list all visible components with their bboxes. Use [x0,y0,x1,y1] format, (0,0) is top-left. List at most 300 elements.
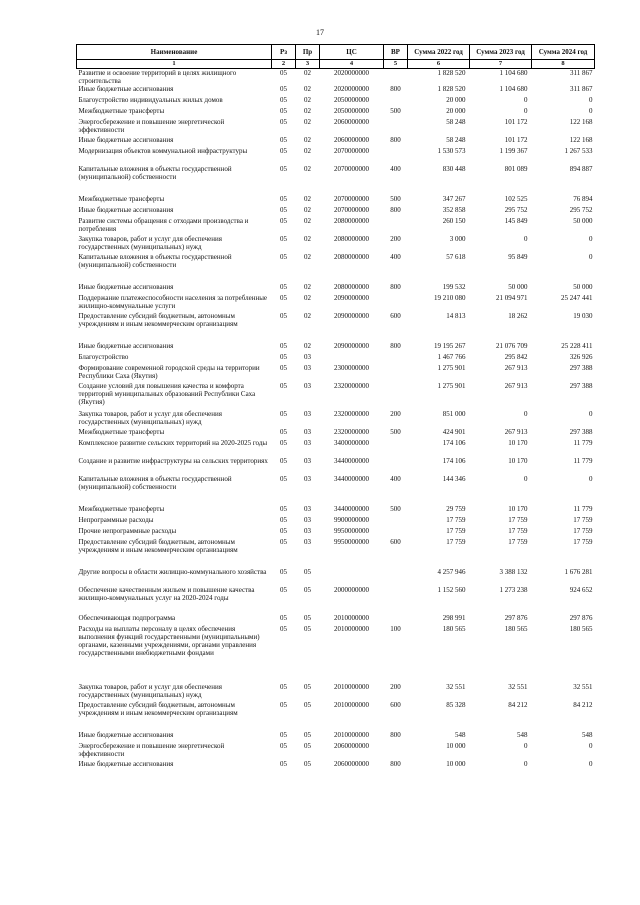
row-sum-2023: 1 199 367 [499,147,528,155]
row-pr: 02 [304,69,311,77]
row-rz: 05 [280,457,287,465]
row-rz: 05 [280,731,287,739]
row-pr: 02 [304,136,311,144]
row-sum-2024: 326 926 [569,353,593,361]
table-row [77,538,595,568]
table-row [77,206,595,217]
row-sum-2023: 1 104 680 [499,85,528,93]
row-name: Модернизация объектов коммунальной инфраструктуры [78,147,248,155]
row-sum-2024: 548 [582,731,593,739]
row-sum-2022: 830 448 [442,165,466,173]
table-row [77,760,595,771]
row-pr: 03 [304,428,311,436]
row-sum-2023: 267 913 [504,364,528,372]
row-sum-2024: 297 388 [569,428,593,436]
row-sum-2024: 0 [589,760,593,768]
row-sum-2022: 1 530 573 [437,147,466,155]
row-vr: 400 [390,165,401,173]
row-name: Иные бюджетные ассигнования [78,136,174,144]
row-rz: 05 [280,538,287,546]
row-sum-2022: 17 759 [446,527,466,535]
row-pr: 03 [304,353,311,361]
row-sum-2024: 180 565 [569,625,593,633]
row-vr [384,742,408,760]
row-sum-2024: 0 [589,107,593,115]
row-name: Иные бюджетные ассигнования [78,283,174,291]
row-rz: 05 [280,382,287,390]
row-cs: 2070000000 [334,165,369,173]
row-sum-2022: 19 210 080 [434,294,466,302]
row-vr: 800 [390,760,401,768]
row-pr: 03 [304,382,311,390]
table-row [77,107,595,118]
row-sum-2024: 311 867 [570,69,593,77]
row-sum-2023: 17 759 [508,538,528,546]
row-sum-2024: 17 759 [573,538,593,546]
row-sum-2023: 0 [524,107,528,115]
row-sum-2024: 297 876 [569,614,593,622]
row-name: Иные бюджетные ассигнования [78,731,174,739]
row-cs: 3440000000 [334,505,369,513]
row-sum-2024: 84 212 [573,701,593,709]
row-name: Межбюджетные трансферты [78,195,165,203]
row-sum-2022: 17 759 [446,516,466,524]
row-cs: 2070000000 [334,147,369,155]
row-vr: 600 [390,312,401,320]
row-rz: 05 [280,118,287,126]
table-row [77,731,595,742]
row-sum-2023: 1 273 238 [499,586,528,594]
col-index-8: 8 [532,60,595,69]
row-sum-2022: 548 [455,731,466,739]
row-name: Расходы на выплаты персоналу в целях обеспечения выполнения функций государственными (муниципальными) органами, казенными учреждениями, органами управления государственными внебюджетными фондами [78,625,260,657]
row-pr: 03 [304,439,311,447]
row-sum-2022: 32 551 [446,683,466,691]
row-rz: 05 [280,165,287,173]
table-row [77,527,595,538]
table-row [77,614,595,625]
row-rz: 05 [280,353,287,361]
row-vr [384,382,408,410]
row-pr: 02 [304,165,311,173]
row-pr: 02 [304,253,311,261]
row-vr [384,527,408,538]
table-row [77,217,595,235]
row-name: Иные бюджетные ассигнования [78,760,174,768]
table-body [77,69,595,772]
table-row [77,235,595,253]
row-sum-2023: 3 388 132 [499,568,528,576]
row-name: Благоустройство индивидуальных жилых домов [78,96,223,104]
row-vr [384,364,408,382]
row-vr: 800 [390,342,401,350]
row-name: Создание условий для повышения качества и комфорта территорий муниципальных образований Республики Саха (Якутия) [78,382,256,406]
row-sum-2022: 1 275 901 [437,382,466,390]
row-sum-2023: 1 104 680 [499,69,528,77]
row-sum-2024: 19 030 [573,312,593,320]
row-name: Капитальные вложения в объекты государственной (муниципальной) собственности [78,253,232,269]
row-sum-2023: 10 170 [508,505,528,513]
row-name: Энергосбережение и повышение энергетической эффективности [78,742,225,758]
row-vr [384,353,408,364]
row-sum-2024: 11 779 [573,505,593,513]
row-sum-2024: 297 388 [569,364,593,372]
row-cs: 2010000000 [334,625,369,633]
row-cs: 2090000000 [334,294,369,302]
row-sum-2022: 174 106 [442,457,466,465]
table-row [77,382,595,410]
row-sum-2022: 1 828 520 [437,85,466,93]
table-row [77,118,595,136]
col-index-1: 1 [77,60,272,69]
row-rz: 05 [280,253,287,261]
header-name: Наименование [77,45,272,60]
row-cs: 2050000000 [334,107,369,115]
table-row [77,742,595,760]
row-rz: 05 [280,527,287,535]
row-sum-2022: 199 532 [442,283,466,291]
row-sum-2024: 25 228 411 [561,342,593,350]
row-name: Развитие системы обращения с отходами производства и потребления [78,217,249,233]
row-cs: 2080000000 [334,253,369,261]
row-sum-2022: 1 467 766 [437,353,466,361]
row-cs: 2300000000 [334,364,369,372]
row-vr: 400 [390,253,401,261]
row-name: Другие вопросы в области жилищно-коммунального хозяйства [78,568,267,576]
row-vr [384,96,408,107]
row-sum-2022: 1 152 560 [437,586,466,594]
row-vr: 800 [390,731,401,739]
row-sum-2022: 58 248 [446,136,466,144]
table-row [77,505,595,516]
row-name: Межбюджетные трансферты [78,428,165,436]
row-rz: 05 [280,683,287,691]
row-cs: 2070000000 [334,206,369,214]
row-name: Закупка товаров, работ и услуг для обеспечения государственных (муниципальных) нужд [78,683,222,699]
row-cs: 2060000000 [334,136,369,144]
row-sum-2024: 50 000 [573,217,593,225]
row-sum-2024: 1 676 281 [564,568,593,576]
row-name: Закупка товаров, работ и услуг для обеспечения государственных (муниципальных) нужд [78,235,222,251]
row-cs [320,353,384,364]
table-row [77,516,595,527]
row-vr: 800 [390,283,401,291]
header-sum-2024: Сумма 2024 год [532,45,595,60]
table-row [77,353,595,364]
row-cs: 9950000000 [334,527,369,535]
row-rz: 05 [280,195,287,203]
row-cs [320,568,384,586]
row-sum-2023: 0 [524,742,528,750]
table-row [77,165,595,195]
row-sum-2024: 122 168 [569,118,593,126]
row-vr: 500 [390,195,401,203]
row-sum-2022: 144 346 [442,475,466,483]
table-row [77,439,595,457]
table-row [77,294,595,312]
row-rz: 05 [280,69,287,77]
row-name: Иные бюджетные ассигнования [78,342,174,350]
row-rz: 05 [280,217,287,225]
row-cs: 3440000000 [334,457,369,465]
row-sum-2023: 10 170 [508,457,528,465]
col-index-7: 7 [470,60,532,69]
table-row [77,85,595,96]
table-row [77,568,595,586]
table-row [77,342,595,353]
row-pr: 02 [304,312,311,320]
table-row [77,364,595,382]
row-sum-2023: 297 876 [504,614,528,622]
row-sum-2022: 424 901 [442,428,466,436]
row-rz: 05 [280,760,287,768]
row-sum-2022: 352 858 [442,206,466,214]
row-sum-2023: 0 [524,96,528,104]
row-vr [384,118,408,136]
row-pr: 03 [304,505,311,513]
row-cs: 2010000000 [334,731,369,739]
row-rz: 05 [280,516,287,524]
table-row [77,586,595,614]
row-sum-2023: 102 525 [504,195,528,203]
row-pr: 05 [304,701,311,709]
row-sum-2022: 10 000 [446,760,466,768]
row-pr: 05 [304,760,311,768]
row-sum-2024: 924 652 [569,586,593,594]
row-pr: 05 [304,586,311,594]
row-pr: 02 [304,342,311,350]
table-row [77,410,595,428]
row-cs: 2010000000 [334,614,369,622]
row-vr: 200 [390,235,401,243]
row-sum-2022: 10 000 [446,742,466,750]
table-row [77,69,595,86]
row-pr: 05 [304,625,311,633]
header-vr: ВР [384,45,408,60]
row-sum-2022: 851 000 [442,410,466,418]
header-sum-2022: Сумма 2022 год [408,45,470,60]
row-pr: 05 [304,568,311,576]
table-row [77,96,595,107]
page-number: 17 [316,28,324,37]
row-sum-2022: 174 106 [442,439,466,447]
row-sum-2023: 18 262 [508,312,528,320]
row-rz: 05 [280,206,287,214]
row-sum-2024: 0 [589,96,593,104]
row-pr: 05 [304,683,311,691]
col-index-4: 4 [320,60,384,69]
row-pr: 02 [304,235,311,243]
row-name: Развитие и освоение территорий в целях жилищного строительства [78,69,237,85]
row-sum-2023: 267 913 [504,428,528,436]
col-index-5: 5 [384,60,408,69]
row-sum-2023: 17 759 [508,527,528,535]
row-sum-2023: 295 842 [504,353,528,361]
row-sum-2024: 0 [589,235,593,243]
row-sum-2024: 50 000 [573,283,593,291]
row-sum-2023: 32 551 [508,683,528,691]
row-rz: 05 [280,294,287,302]
row-sum-2022: 180 565 [442,625,466,633]
row-pr: 03 [304,410,311,418]
table-header [77,45,595,69]
row-cs: 2010000000 [334,683,369,691]
row-sum-2024: 11 779 [573,457,593,465]
row-name: Закупка товаров, работ и услуг для обеспечения государственных (муниципальных) нужд [78,410,222,426]
row-vr: 600 [390,538,401,546]
table-row [77,457,595,475]
row-cs: 2080000000 [334,217,369,225]
row-name: Благоустройство [78,353,129,361]
table-row [77,253,595,283]
row-sum-2023: 95 849 [508,253,528,261]
header-pr: Пр [296,45,320,60]
row-cs: 2060000000 [334,118,369,126]
row-name: Формирование современной городской среды на территории Республики Саха (Якутия) [78,364,260,380]
row-pr: 02 [304,85,311,93]
row-rz: 05 [280,439,287,447]
row-sum-2023: 295 752 [504,206,528,214]
row-vr [384,147,408,165]
row-cs: 2020000000 [334,69,369,77]
row-vr: 800 [390,206,401,214]
row-sum-2022: 19 195 267 [434,342,466,350]
row-name: Комплексное развитие сельских территорий на 2020-2025 годы [78,439,268,447]
row-sum-2023: 267 913 [504,382,528,390]
row-sum-2023: 0 [524,475,528,483]
row-rz: 05 [280,410,287,418]
table-row [77,283,595,294]
row-sum-2022: 260 150 [442,217,466,225]
row-pr: 02 [304,294,311,302]
row-name: Капитальные вложения в объекты государственной (муниципальной) собственности [78,165,232,181]
row-pr: 05 [304,614,311,622]
row-vr [384,586,408,614]
row-sum-2024: 297 388 [569,382,593,390]
row-sum-2023: 21 076 709 [496,342,528,350]
row-name: Предоставление субсидий бюджетным, автономным учреждениям и иным некоммерческим организациям [78,538,238,554]
row-sum-2022: 14 813 [446,312,466,320]
row-sum-2024: 0 [589,475,593,483]
row-pr: 02 [304,206,311,214]
table-row [77,683,595,701]
row-name: Предоставление субсидий бюджетным, автономным учреждениям и иным некоммерческим организациям [78,312,238,328]
row-rz: 05 [280,742,287,750]
row-name: Предоставление субсидий бюджетным, автономным учреждениям и иным некоммерческим организациям [78,701,238,717]
row-rz: 05 [280,235,287,243]
row-sum-2022: 17 759 [446,538,466,546]
row-name: Прочие непрограммные расходы [78,527,177,535]
row-sum-2023: 21 094 971 [496,294,528,302]
row-vr [384,294,408,312]
row-pr: 03 [304,457,311,465]
row-pr: 02 [304,283,311,291]
row-pr: 03 [304,516,311,524]
row-sum-2022: 57 618 [446,253,466,261]
col-index-2: 2 [272,60,296,69]
row-vr [384,516,408,527]
row-sum-2024: 17 759 [573,527,593,535]
row-sum-2023: 0 [524,235,528,243]
row-sum-2024: 311 867 [570,85,593,93]
col-index-3: 3 [296,60,320,69]
row-sum-2024: 11 779 [573,439,593,447]
row-sum-2022: 29 759 [446,505,466,513]
row-sum-2022: 20 000 [446,96,466,104]
row-rz: 05 [280,568,287,576]
row-cs: 3440000000 [334,475,369,483]
row-rz: 05 [280,283,287,291]
row-pr: 02 [304,195,311,203]
row-rz: 05 [280,342,287,350]
row-sum-2024: 894 887 [569,165,593,173]
row-name: Межбюджетные трансферты [78,505,165,513]
row-vr [384,217,408,235]
row-rz: 05 [280,475,287,483]
row-rz: 05 [280,107,287,115]
row-vr [384,614,408,625]
row-sum-2023: 548 [517,731,528,739]
row-sum-2023: 0 [524,760,528,768]
row-sum-2024: 295 752 [569,206,593,214]
row-sum-2023: 180 565 [504,625,528,633]
row-vr: 400 [390,475,401,483]
row-sum-2023: 145 849 [504,217,528,225]
row-name: Обеспечение качественным жильем и повышение качества жилищно-коммунальных услуг на 2020-2024 годы [78,586,255,602]
row-rz: 05 [280,364,287,372]
row-pr: 03 [304,538,311,546]
row-sum-2024: 17 759 [573,516,593,524]
row-sum-2022: 85 328 [446,701,466,709]
row-vr: 800 [390,85,401,93]
row-name: Обеспечивающая подпрограмма [78,614,176,622]
row-rz: 05 [280,586,287,594]
row-name: Поддержание платежеспособности населения за потребленные жилищно-коммунальные услуги [78,294,268,310]
row-name: Межбюджетные трансферты [78,107,165,115]
row-pr: 02 [304,96,311,104]
row-rz: 05 [280,625,287,633]
row-cs: 2010000000 [334,701,369,709]
row-vr: 500 [390,505,401,513]
row-rz: 05 [280,701,287,709]
row-vr: 100 [390,625,401,633]
col-index-6: 6 [408,60,470,69]
row-sum-2024: 76 894 [573,195,593,203]
row-cs: 2090000000 [334,312,369,320]
row-rz: 05 [280,85,287,93]
row-sum-2022: 3 000 [449,235,466,243]
row-cs: 2090000000 [334,342,369,350]
row-sum-2023: 101 172 [504,118,528,126]
row-sum-2024: 1 267 533 [564,147,593,155]
row-rz: 05 [280,312,287,320]
row-vr: 200 [390,410,401,418]
row-cs: 2070000000 [334,195,369,203]
row-cs: 2060000000 [334,742,369,750]
row-pr: 05 [304,731,311,739]
table-row [77,147,595,165]
row-cs: 2020000000 [334,85,369,93]
row-cs: 2050000000 [334,96,369,104]
row-sum-2024: 25 247 441 [561,294,593,302]
row-name: Энергосбережение и повышение энергетической эффективности [78,118,225,134]
row-cs: 2080000000 [334,283,369,291]
row-vr [384,568,408,586]
row-vr [384,69,408,86]
row-pr: 02 [304,147,311,155]
header-cs: ЦС [320,45,384,60]
row-name: Капитальные вложения в объекты государственной (муниципальной) собственности [78,475,232,491]
